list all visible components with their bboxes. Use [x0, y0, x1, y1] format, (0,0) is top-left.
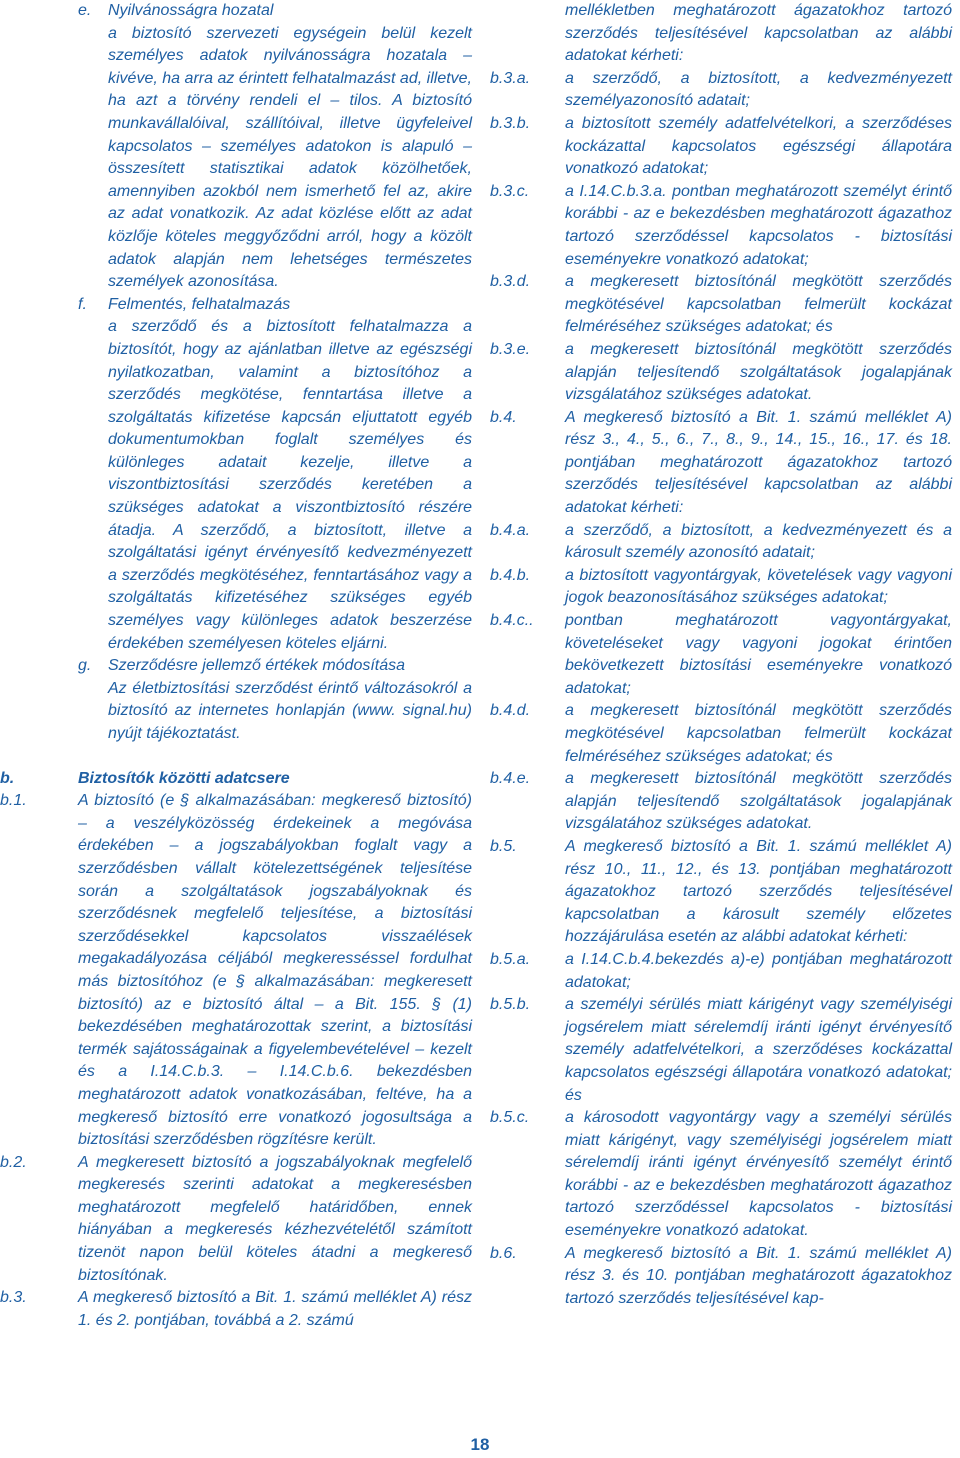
list-item-label: b.4.b.: [490, 566, 531, 584]
list-item-text: a károsodott vagyontárgy vagy a személyi sérülés miatt kárigényt, vagy személyiségi jogsérelem miatt sérelemdíj iránti igényt érvényesítő személyt érintő korábbi - az e bekezdésben meghatározott ágazathoz tartozó szerződéssel kapcsolatos - biztosítási eseményekre vonatkozó adatokat.: [565, 1109, 952, 1240]
list-item-text: pontban meghatározott vagyontárgyakat, követeléseket vagy vagyoni jogokat érintően bekövetkezett biztosítási eseményekre vonatkozó adatokat;: [565, 612, 952, 697]
list-item-text: a megkeresett biztosítónál megkötött szerződés alapján teljesítendő szolgáltatások jogalapjának vizsgálatához szükséges adatokat.: [565, 340, 952, 404]
right-item-list: [490, 68, 952, 1311]
list-item-text: a megkeresett biztosítónál megkötött szerződés megkötésével kapcsolatban felmerült kockázat felméréséhez szükséges adatokat; és: [565, 273, 952, 336]
list-item: [490, 768, 952, 836]
right-column: [490, 0, 952, 1310]
list-item: [490, 113, 952, 181]
section-text: a biztosító szervezeti egységein belül kezelt személyes adatok nyilvánosságra hozatala – kivéve, ha arra az érintett felhatalmazást ad, illetve, ha azt a törvény rendeli el – tilos. A biztosító munkavállalóival, szállítóival, illetve ügyfeleivel kapcsolatos – személyes adatokon is alapuló – összesített statisztikai adatok közölhetőek, amennyiben azokból nem ismerhető fel az, akire az adat vonatkozik. Az adat közlése előtt az adat közlője köteles meggyőződni arról, hogy a közölt adatok alapján nem lehetséges természetes személyek azonosítása.: [108, 24, 472, 291]
section-title: Felmentés, felhatalmazás: [108, 295, 291, 313]
list-item-text: a személyi sérülés miatt kárigényt vagy személyiségi jogsérelem miatt sérelemdíj iránti igényt érvényesítő személy adatfelvételkori, a szerződéses kockázattal kapcsolatos egészségi állapotára vonatkozó adatokat; és: [565, 996, 952, 1104]
page-number: 18: [470, 1435, 490, 1454]
section-label: g.: [78, 657, 92, 675]
left-column: [0, 0, 472, 1332]
paragraph-label: b.1.: [0, 792, 27, 810]
paragraph-label: b.2.: [0, 1153, 27, 1171]
list-item-label: b.3.e.: [490, 340, 531, 358]
list-item: [490, 1243, 952, 1311]
list-item: [490, 339, 952, 407]
paragraph-b3: [0, 1287, 472, 1332]
continuation-text: [490, 0, 952, 68]
list-item-text: A megkereső biztosító a Bit. 1. számú melléklet A) rész 3. és 10. pontjában meghatározott ágazatokhoz tartozó szerződés teljesítésével kap-: [565, 1244, 952, 1307]
list-item-label: b.4.: [490, 408, 517, 426]
section-label: f.: [78, 295, 87, 313]
list-item-label: b.4.c..: [490, 612, 534, 630]
list-item: [490, 836, 952, 949]
section-f: [0, 294, 472, 656]
section-title: Szerződésre jellemző értékek módosítása: [108, 657, 406, 675]
list-item: [490, 949, 952, 994]
section-text: a szerződő és a biztosított felhatalmazza a biztosítót, hogy az ajánlatban illetve az egészségi nyilatkozatban, valamint a biztosítóhoz a szerződés megkötése, fenntartása illetve a szolgáltatás kifizetése kapcsán eljuttatott egyéb dokumentumokban foglalt személyes és különleges adatait kezelje, illetve a viszontbiztosítási szerződés keretében a szükséges adatokat a viszontbiztosító részére átadja. A szerződő, a biztosított, illetve a szolgáltatási igényt érvényesítő kedvezményezett a szerződés megkötéséhez, fenntartásához vagy a szolgáltatás kifizetéséhez szükséges egyéb személyes vagy különleges adatok beszerzése érdekében személyesen köteles eljárni.: [108, 318, 472, 652]
paragraph-text: mellékletben meghatározott ágazatokhoz tartozó szerződés teljesítésével kapcsolatban az alábbi adatokat kérheti:: [565, 2, 952, 65]
list-item: [490, 407, 952, 520]
section-label: b.: [0, 769, 15, 787]
list-item: [490, 181, 952, 271]
list-item-label: b.4.d.: [490, 702, 531, 720]
list-item-text: a megkeresett biztosítónál megkötött szerződés alapján teljesítendő szolgáltatások jogalapjának vizsgálatához szükséges adatokat.: [565, 770, 952, 833]
list-item: [490, 520, 952, 565]
section-heading: Biztosítók közötti adatcsere: [78, 769, 290, 787]
list-item-text: A megkereső biztosító a Bit. 1. számú melléklet A) rész 10., 11., 12., és 13. pontjában meghatározott ágazatokhoz tartozó szerződés teljesítésével kapcsolatban a károsult személy előzetes hozzájárulása esetén az alábbi adatokat kérheti:: [565, 837, 952, 946]
list-item-text: a I.14.C.b.3.a. pontban meghatározott személyt érintő korábbi - az e bekezdésben meghatározott ágazathoz tartozó szerződéssel kapcsolatos - biztosítási eseményekre vonatkozó adatokat;: [565, 182, 952, 268]
list-item: [490, 700, 952, 768]
list-item-label: b.4.a.: [490, 521, 531, 539]
list-item: [490, 1107, 952, 1243]
list-item: [490, 994, 952, 1107]
list-item: [490, 271, 952, 339]
list-item-label: b.5.: [490, 837, 517, 855]
list-item-text: A megkereső biztosító a Bit. 1. számú melléklet A) rész 3., 4., 5., 6., 7., 8., 9., 14., 15., 16., 17. és 18. pontjában meghatározott ágazatokhoz tartozó szerződés teljesítésével kapcsolatban az alábbi adatokat kérheti:: [565, 408, 952, 517]
paragraph-text: A megkereső biztosító a Bit. 1. számú melléklet A) rész 1. és 2. pontjában, továbbá a 2. számú: [78, 1289, 472, 1329]
list-item-label: b.6.: [490, 1244, 517, 1262]
list-item-label: b.3.d.: [490, 273, 531, 291]
list-item-label: b.5.a.: [490, 950, 531, 968]
paragraph-text: A megkeresett biztosító a jogszabályoknak megfelelő megkeresés szerinti adatokat a megkeresésben meghatározott megfelelő határidőben, ennek hiányában a megkeresés kézhezvételétől számított tizenöt napon belül köteles átadni a megkereső biztosítónak.: [78, 1153, 472, 1284]
paragraph-b1: [0, 790, 472, 1152]
list-item: [490, 565, 952, 610]
list-item: [490, 610, 952, 700]
list-item-text: a szerződő, a biztosított, a kedvezményezett személyazonosító adatait;: [565, 69, 952, 110]
list-item-label: b.3.a.: [490, 69, 531, 87]
list-item-text: a I.14.C.b.4.bekezdés a)-e) pontjában meghatározott adatokat;: [565, 950, 952, 991]
paragraph-label: b.3.: [0, 1289, 27, 1307]
paragraph-text: A biztosító (e § alkalmazásában: megkereső biztosító) – a veszélyközösség érdekeinek a megóvása érdekében – a jogszabályokban foglalt vagy a szerződésben vállalt kötelezettségének teljesítése során a szolgáltatások jogszabályoknak és szerződésnek megfelelő teljesítése, a biztosítási szerződésekkel kapcsolatos visszaélések megakadályozása céljából megkeresséssel fordulhat más biztosítóhoz (e § alkalmazásában: megkeresett biztosító) az e biztosító által – a Bit. 155. § (1) bekezdésében meghatározottak szerint, a biztosítási termék sajátosságainak a figyelembevételével – kezelt és a I.14.C.b.3. – I.14.C.b.6. bekezdésben meghatározott adatok vonatkozásában, feltéve, ha a megkereső biztosító erre vonatkozó jogosultsága a biztosítási szerződésben rögzítésre került.: [78, 792, 472, 1149]
section-title: Nyilvánosságra hozatal: [108, 2, 274, 19]
list-item-label: b.5.b.: [490, 996, 531, 1014]
section-b-heading: [0, 768, 472, 791]
list-item-label: b.5.c.: [490, 1109, 530, 1127]
list-item-text: a megkeresett biztosítónál megkötött szerződés megkötésével kapcsolatban felmerült kockázat felméréséhez szükséges adatokat; és: [565, 702, 952, 765]
list-item-text: a biztosított vagyontárgyak, követelések vagy vagyoni jogok beazonosításához szükséges adatokat;: [565, 566, 952, 607]
list-item-label: b.3.b.: [490, 114, 531, 132]
list-item-label: b.4.e.: [490, 770, 531, 788]
list-item-text: a biztosított személy adatfelvételkori, a szerződéses kockázattal kapcsolatos egészségi állapotára vonatkozó adatokat;: [565, 114, 952, 178]
paragraph-b2: [0, 1152, 472, 1288]
section-g: [0, 655, 472, 745]
section-label: e.: [78, 2, 92, 19]
list-item: [490, 68, 952, 113]
section-e: [0, 0, 472, 294]
list-item-text: a szerződő, a biztosított, a kedvezményezett és a károsult személy azonosító adatait;: [565, 521, 952, 562]
list-item-label: b.3.c.: [490, 182, 530, 200]
section-text: Az életbiztosítási szerződést érintő változásokról a biztosító az internetes honlapján (www. signal.hu) nyújt tájékoztatást.: [108, 679, 472, 742]
